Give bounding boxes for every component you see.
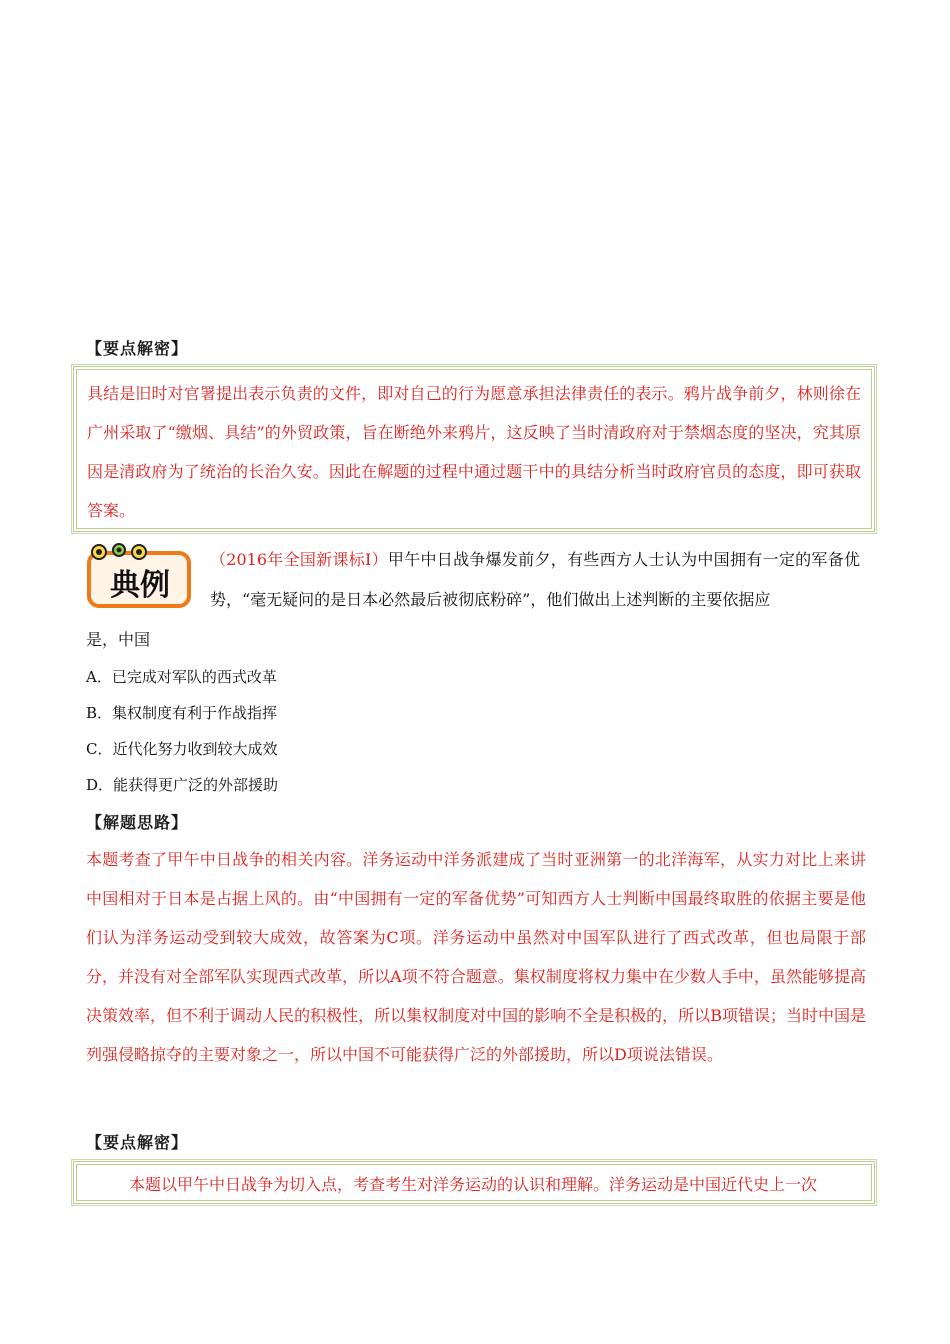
section-heading-key-points: 【要点解密】 [86,339,189,358]
key-points-text: 具结是旧时对官署提出表示负责的文件，即对自己的行为愿意承担法律责任的表示。鸦片战争前夕，林则徐在广州采取了“缴烟、具结”的外贸政策，旨在断绝外来鸦片，这反映了当时清政府对于禁烟态度的坚决，究其原因是清政府为了统治的长治久安。因此在解题的过程中通过题干中的具结分析当时政府官员的态度，即可获取答案。 [87,384,861,520]
option-b: B．集权制度有利于作战指挥 [86,704,278,722]
question-text: 甲午中日战争爆发前夕，有些西方人士认为中国拥有一定的军备优势，“毫无疑问的是日本必然最后被彻底粉碎”，他们做出上述判断的主要依据应 [210,550,860,609]
option-c: C．近代化努力收到较大成效 [86,740,278,758]
key-points-text-2: 本题以甲午中日战争为切入点，考查考生对洋务运动的认识和理解。洋务运动是中国近代史上一次 [129,1175,818,1194]
key-points-box [73,366,875,532]
example-badge-label: 典例 [110,568,170,603]
option-d: D．能获得更广泛的外部援助 [86,776,279,794]
section-heading-key-points-2: 【要点解密】 [86,1133,189,1152]
question-source: （2016年全国新课标Ⅰ） [210,550,388,569]
key-points-box-2 [73,1161,875,1204]
question-stem-tail: 是，中国 [86,630,151,649]
example-badge-icon [86,543,192,609]
example-badge [86,543,192,609]
option-a: A．已完成对军队的西式改革 [86,668,277,686]
solution-text: 本题考查了甲午中日战争的相关内容。洋务运动中洋务派建成了当时亚洲第一的北洋海军，从实力对比上来讲中国相对于日本是占据上风的。由“中国拥有一定的军备优势”可知西方人士判断中国最终取胜的依据主要是他们认为洋务运动受到较大成效，故答案为C项。洋务运动中虽然对中国军队进行了西式改革，但也局限于部分，并没有对全部军队实现西式改革，所以A项不符合题意。集权制度将权力集中在少数人手中，虽然能够提高决策效率，但不利于调动人民的积极性，所以集权制度对中国的影响不全是积极的，所以B项错误；当时中国是列强侵略掠夺的主要对象之一，所以中国不可能获得广泛的外部援助，所以D项说法错误。 [86,850,866,1064]
section-heading-solution: 【解题思路】 [86,813,189,832]
question-stem [210,540,860,620]
